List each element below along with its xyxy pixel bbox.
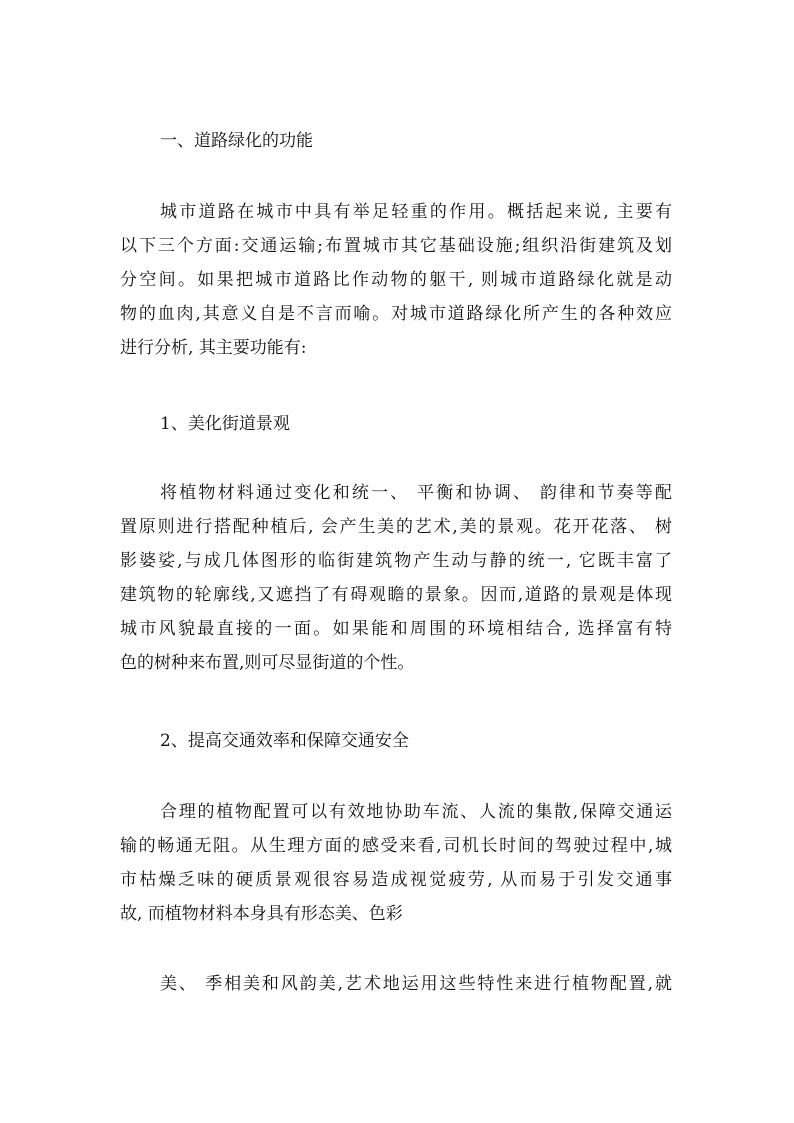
paragraph-line: 建筑物的轮廓线,又遮挡了有碍观瞻的景象。因而,道路的景观是体现 (120, 585, 672, 605)
paragraph-line: 将植物材料通过变化和统一、 平衡和协调、 韵律和节奏等配 (160, 483, 672, 503)
paragraph-line: 以下三个方面:交通运输;布置城市其它基础设施;组织沿街建筑及划 (120, 236, 672, 256)
paragraph-line: 输的畅通无阻。从生理方面的感受来看,司机长时间的驾驶过程中,城 (120, 836, 672, 856)
paragraph-line: 城市道路在城市中具有举足轻重的作用。概括起来说, 主要有 (160, 202, 672, 222)
paragraph-line: 分空间。如果把城市道路比作动物的躯干, 则城市道路绿化就是动 (120, 270, 672, 290)
paragraph-traffic (120, 795, 672, 931)
subsection-heading-beautify: 1、美化街道景观 (160, 414, 290, 434)
paragraph-intro (120, 195, 672, 365)
paragraph-line: 美、 季相美和风韵美,艺术地运用这些特性来进行植物配置,就 (160, 974, 672, 994)
paragraph-line: 色的树种来布置,则可尽显街道的个性。 (120, 653, 415, 673)
paragraph-line: 故, 而植物材料本身具有形态美、色彩 (120, 904, 403, 924)
section-heading-functions: 一、道路绿化的功能 (160, 131, 313, 151)
paragraph-beautify (120, 476, 672, 680)
paragraph-line: 影婆娑,与成几体图形的临街建筑物产生动与静的统一, 它既丰富了 (120, 551, 672, 571)
paragraph-line: 市枯燥乏味的硬质景观很容易造成视觉疲劳, 从而易于引发交通事 (120, 870, 672, 890)
paragraph-line: 置原则进行搭配种植后, 会产生美的艺术,美的景观。花开花落、 树 (120, 517, 672, 537)
paragraph-line: 合理的植物配置可以有效地协助车流、人流的集散,保障交通运 (160, 802, 672, 822)
paragraph-line: 物的血肉,其意义自是不言而喻。对城市道路绿化所产生的各种效应 (120, 304, 672, 324)
subsection-heading-traffic: 2、提高交通效率和保障交通安全 (160, 731, 409, 751)
paragraph-line: 进行分析, 其主要功能有: (120, 338, 307, 358)
paragraph-line: 城市风貌最直接的一面。如果能和周围的环境相结合, 选择富有特 (120, 619, 672, 639)
paragraph-continuation (120, 967, 672, 1001)
